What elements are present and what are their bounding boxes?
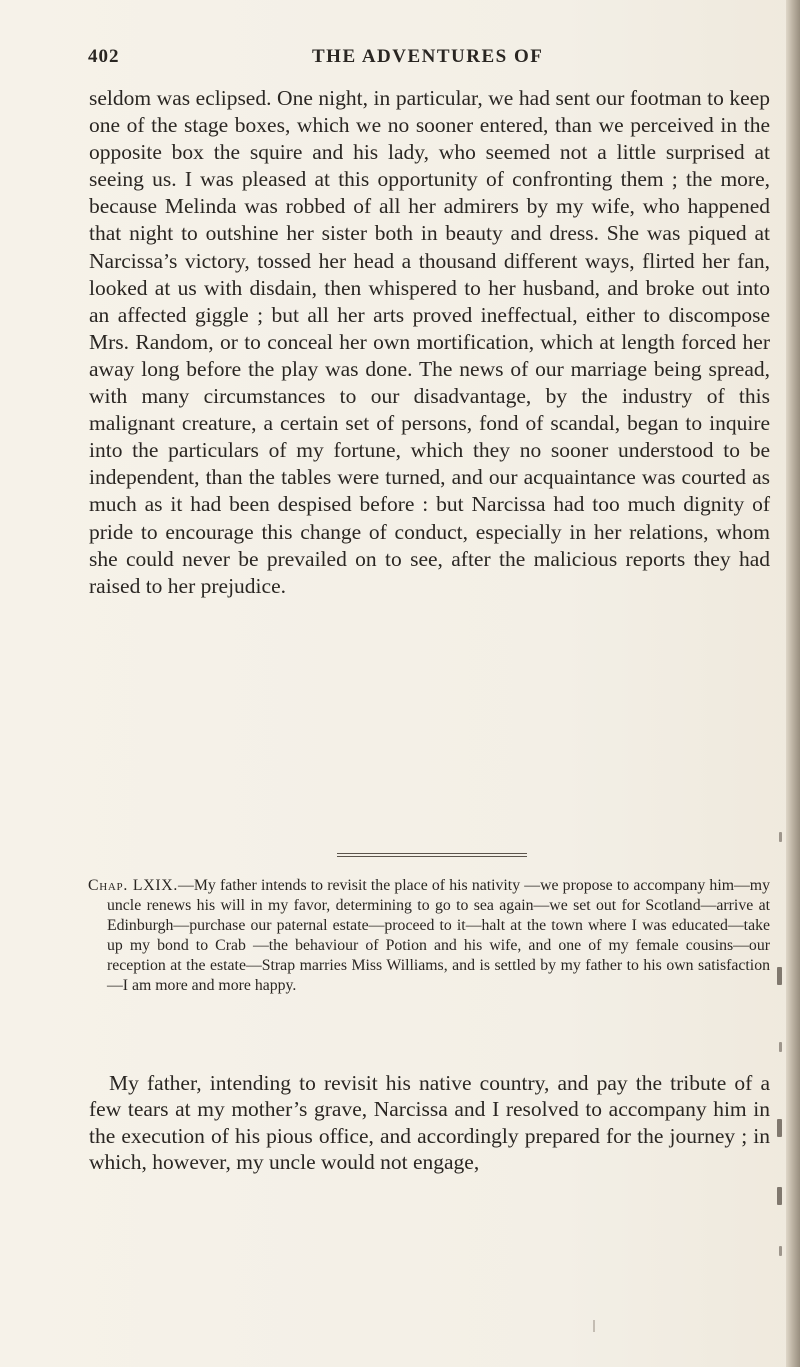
- bleed-mark: [779, 1246, 782, 1256]
- bleed-mark: [779, 1042, 782, 1052]
- running-title: THE ADVENTURES OF: [312, 46, 544, 67]
- chapter-opening-paragraph: [89, 1070, 770, 1175]
- chapter-summary: [88, 876, 770, 995]
- page-mark: [593, 1320, 595, 1332]
- chapter-label: Chap. LXIX.: [88, 877, 179, 894]
- page-header: [88, 46, 768, 76]
- main-paragraph-text: seldom was eclipsed. One night, in particular, we had sent our footman to keep one of the stage boxes, which we no sooner entered, than we perceived in the opposite box the squire and his lady, who seemed not a little surprised at seeing us. I was pleased at this opportunity of confronting them ; the more, because Melinda was robbed of all her admirers by my wife, who happened that night to outshine her sister both in beauty and dress. She was piqued at Narcissa’s victory, tossed her head a thousand different ways, flirted her fan, looked at us with disdain, then whispered to her husband, and broke out into an affected giggle ; but all her arts proved ineffectual, either to discompose Mrs. Random, or to conceal her own mortification, which at length forced her away long before the play was done. The news of our marriage being spread, with many circumstances to our disadvantage, by the industry of this malignant creature, a certain set of persons, fond of scandal, began to inquire into the particulars of my fortune, which they no sooner understood to be independent, than the tables were turned, and our acquaintance was courted as much as it had been despised before : but Narcissa had too much dignity of pride to encourage this change of conduct, especially in her relations, whom she could never be prevailed on to see, after the malicious reports they had raised to her prejudice.: [89, 86, 770, 598]
- main-paragraph: [89, 85, 770, 600]
- page-number: 402: [88, 46, 120, 67]
- chapter-opening-text: My father, intending to revisit his native country, and pay the tribute of a few tears at my mother’s grave, Narcissa and I resolved to accompany him in the execution of his pious office, and accordingly prepared for the journey ; in which, however, my uncle would not engage,: [89, 1071, 770, 1174]
- bleed-mark: [777, 967, 782, 985]
- page-binding-edge: [786, 0, 800, 1367]
- chapter-summary-text: —My father intends to revisit the place of his nativity —we propose to accompany him—my uncle renews his will in my favor, determining to go to sea again—we set out for Scotland—arrive at Edinburgh—purchase our paternal estate—proceed to it—halt at the town where I was educated—take up my bond to Crab —the behaviour of Potion and his wife, and one of my female cousins—our reception at the estate—Strap marries Miss Williams, and is settled by my father to his own satisfaction—I am more and more happy.: [107, 877, 770, 994]
- section-rule: [337, 853, 527, 857]
- bleed-mark: [777, 1187, 782, 1205]
- chapter-summary-paragraph: [88, 876, 770, 995]
- bleed-mark: [777, 1119, 782, 1137]
- bleed-mark: [779, 832, 782, 842]
